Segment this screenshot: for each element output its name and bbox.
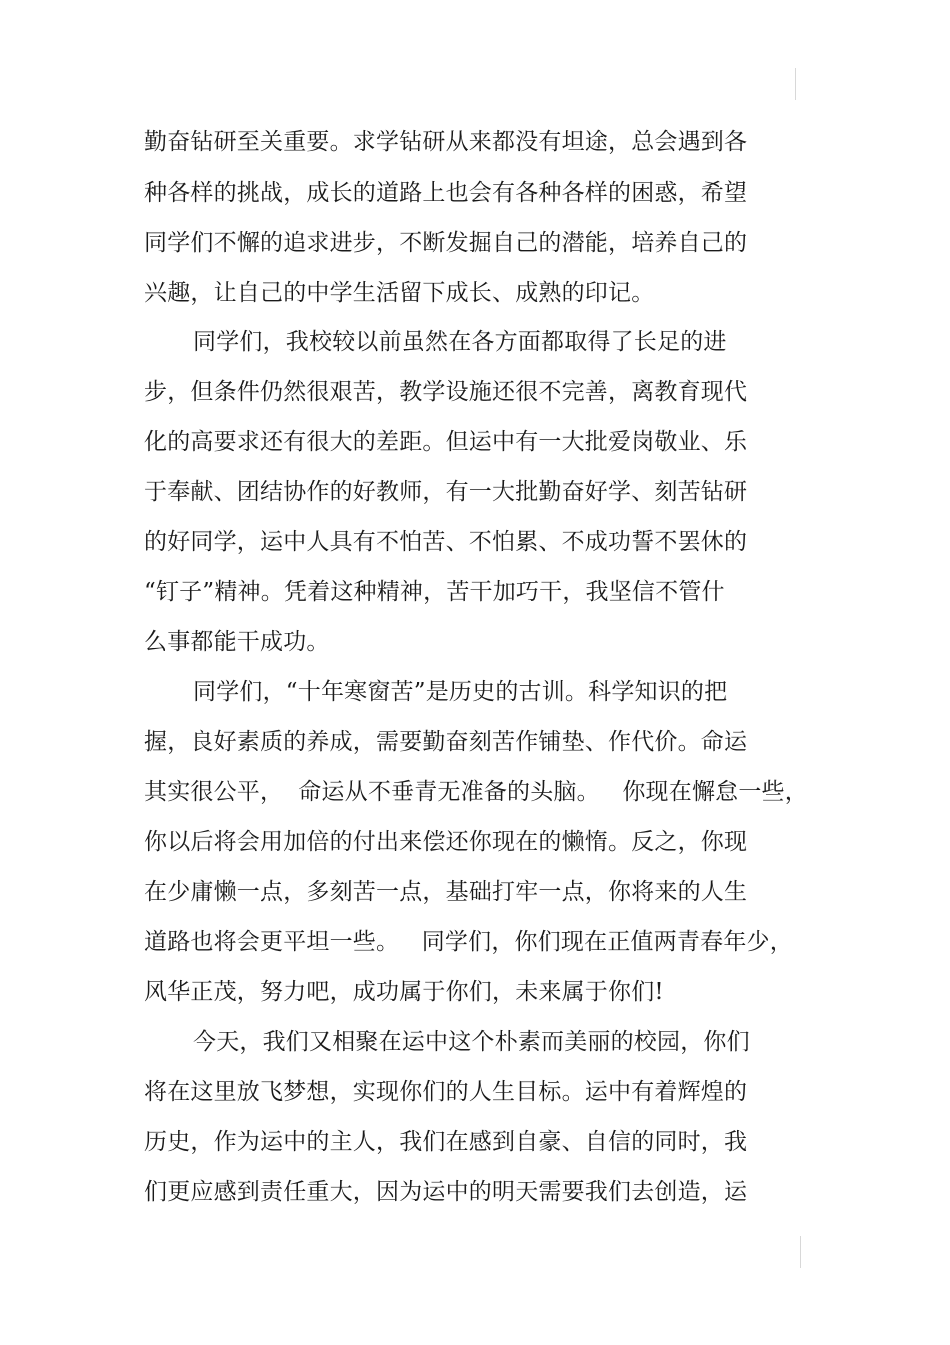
text-line: 步，但条件仍然很艰苦，教学设施还很不完善，离教育现代: [144, 379, 748, 405]
text-line: 勤奋钻研至关重要。求学钻研从来都没有坦途，总会遇到各: [144, 129, 748, 155]
paragraph-first-line: 同学们，我校较以前虽然在各方面都取得了长足的进: [193, 329, 727, 355]
text-line: 在少庸懒一点，多刻苦一点，基础打牢一点，你将来的人生: [144, 879, 748, 905]
text-line: 其实很公平， 命运从不垂青无准备的头脑。 你现在懈怠一些，: [144, 779, 808, 805]
text-line: 握，良好素质的养成，需要勤奋刻苦作铺垫、作代价。命运: [144, 729, 748, 755]
text-line: 么事都能干成功。: [144, 629, 330, 655]
margin-mark-top: [795, 68, 796, 100]
text-line: 于奉献、团结协作的好教师，有一大批勤奋好学、刻苦钻研: [144, 479, 748, 505]
text-line: 将在这里放飞梦想，实现你们的人生目标。运中有着辉煌的: [144, 1079, 748, 1105]
text-line: “钉子”精神。凭着这种精神，苦干加巧干，我坚信不管什: [144, 579, 725, 605]
text-line: 你以后将会用加倍的付出来偿还你现在的懒惰。反之，你现: [144, 829, 748, 855]
text-line: 同学们不懈的追求进步，不断发掘自己的潜能，培养自己的: [144, 230, 748, 256]
text-line: 的好同学，运中人具有不怕苦、不怕累、不成功誓不罢休的: [144, 529, 748, 555]
text-line: 风华正茂，努力吧，成功属于你们，未来属于你们!: [144, 979, 664, 1005]
text-line: 道路也将会更平坦一些。 同学们，你们现在正值两青春年少，: [144, 929, 793, 955]
margin-mark-bottom: [800, 1236, 801, 1268]
paragraph-first-line: 同学们，“十年寒窗苦”是历史的古训。科学知识的把: [193, 679, 728, 705]
text-line: 们更应感到责任重大，因为运中的明天需要我们去创造，运: [144, 1179, 748, 1205]
text-line: 兴趣，让自己的中学生活留下成长、成熟的印记。: [144, 280, 655, 306]
paragraph-first-line: 今天，我们又相聚在运中这个朴素而美丽的校园，你们: [193, 1029, 750, 1055]
text-line: 化的高要求还有很大的差距。但运中有一大批爱岗敬业、乐: [144, 429, 748, 455]
text-line: 历史，作为运中的主人，我们在感到自豪、自信的同时，我: [144, 1129, 748, 1155]
text-line: 种各样的挑战，成长的道路上也会有各种各样的困惑，希望: [144, 180, 748, 206]
